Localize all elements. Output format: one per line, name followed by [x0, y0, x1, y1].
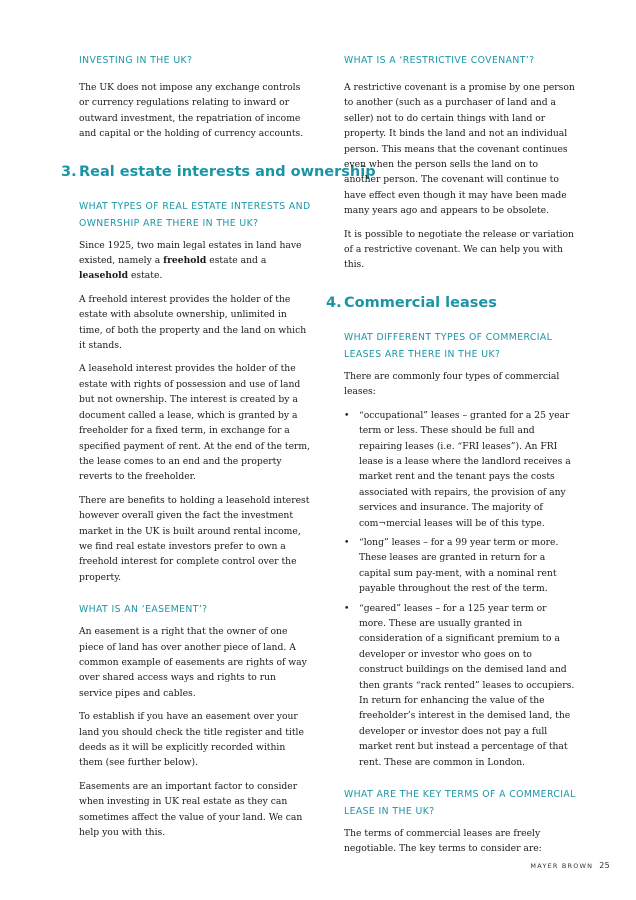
question-covenant: WHAT IS A ‘RESTRICTIVE COVENANT’?	[344, 55, 535, 66]
section-3-heading	[61, 162, 376, 182]
paragraph-key-terms: The terms of commercial leases are freely negotiable. The key terms to consider are:	[344, 828, 542, 855]
footer-brand: MAYER BROWN	[530, 862, 594, 870]
term-leasehold: leasehold	[79, 270, 129, 282]
paragraph-investing: The UK does not impose any exchange controls or currency regulations relating to inward or outward investment, the repatriation of income and capital or the holding of currency accounts.	[79, 82, 304, 140]
bullet: •	[344, 602, 350, 614]
paragraph-easement-3: Easements are an important factor to consider when investing in UK real estate as they can sometimes affect the value of your land. We can help you with this.	[79, 780, 303, 839]
section-4-title: Commercial leases	[344, 294, 497, 311]
section-3-title: Real estate interests and ownership	[79, 163, 376, 180]
lease-types-list	[344, 408, 576, 770]
paragraph-lease-intro: There are commonly four types of commercial leases:	[344, 370, 560, 398]
list-item-geared: • “geared” leases – for a 125 year term or more. These are usually granted in consideration of a significant premium to a developer or investor who goes on to construct buildings on the demised land and then grants “rack rented” leases to occupiers. In return for enhancing the value of the freeholder’s interest in the demised land, the developer or investor does not pay a full market rent but instead a percentage of that rent. These are common in London.	[344, 602, 575, 768]
paragraph-easement-1: An easement is a right that the owner of one piece of land has over another piece of land. A common example of easements are rights of way over shared access ways and rights to run service pipes and cables.	[79, 626, 307, 699]
paragraph-benefits: There are benefits to holding a leasehold interest however overall given the fact the investment market in the UK is built around rental income, we find real estate investors prefer to own a freehold interest for complete control over the property.	[79, 494, 310, 583]
question-easement: WHAT IS AN ‘EASEMENT’?	[79, 604, 208, 616]
page-footer	[530, 861, 610, 870]
list-item-occupational: • “occupational” leases – granted for a 25 year term or less. These should be full and repairing leases (i.e. “FRI leases”). An FRI lease is a lease where the landlord receives a market rent and the tenant pays the costs associated with repairs, the provision of any services and insurance. The majority of com¬mercial leases will be of this type.	[344, 409, 571, 529]
paragraph-covenant-1: A restrictive covenant is a promise by one person to another (such as a purchaser of land and a seller) not to do certain things with land or property. It binds the land and not an individual person. This means that the covenant continues even when the person sells the land on to another person. The covenant will continue to have effect even though it may have been made many years ago and appears to be obsolete.	[344, 82, 575, 217]
paragraph-freehold: A freehold interest provides the holder of the estate with absolute ownership, unlimited in time, of both the property and the land on which it stands.	[79, 293, 307, 352]
section-3-number: 3.	[61, 163, 77, 180]
paragraph-easement-2: To establish if you have an easement over your land you should check the title register and title deeds as it will be explicitly recorded within them (see further below).	[79, 711, 304, 769]
page-number: 25	[599, 861, 610, 870]
question-types: WHAT TYPES OF REAL ESTATE INTERESTS AND OWNERSHIP ARE THERE IN THE UK?	[79, 200, 311, 229]
list-item-long: • “long” leases – for a 99 year term or more. These leases are granted in return for a capital sum pay-ment, with a nominal rent payable throughout the rest of the term.	[344, 536, 559, 595]
paragraph-covenant-2: It is possible to negotiate the release or variation of a restrictive covenant. We can help you with this.	[344, 228, 574, 271]
bullet: •	[344, 536, 350, 548]
question-investing: INVESTING IN THE UK?	[79, 55, 193, 66]
question-key-terms: WHAT ARE THE KEY TERMS OF A COMMERCIAL LEASE IN THE UK?	[344, 789, 576, 818]
term-freehold: freehold	[163, 255, 207, 267]
bullet: •	[344, 409, 350, 421]
right-column	[326, 52, 576, 857]
paragraph-leasehold: A leasehold interest provides the holder of the estate with rights of possession and use of land but not ownership. The interest is created by a document called a lease, which is granted by a freeholder for a fixed term, in exchange for a specified payment of rent. At the end of the term, the lease comes to an end and the property reverts to the freeholder.	[79, 363, 311, 483]
section-4-heading	[326, 293, 576, 313]
section-4-number: 4.	[326, 294, 342, 311]
left-column	[61, 52, 376, 840]
paragraph-since-1925: Since 1925, two main legal estates in land have existed, namely a freehold estate and a leasehold estate.	[79, 239, 302, 282]
question-lease-types: WHAT DIFFERENT TYPES OF COMMERCIAL LEASES ARE THERE IN THE UK?	[344, 331, 553, 360]
